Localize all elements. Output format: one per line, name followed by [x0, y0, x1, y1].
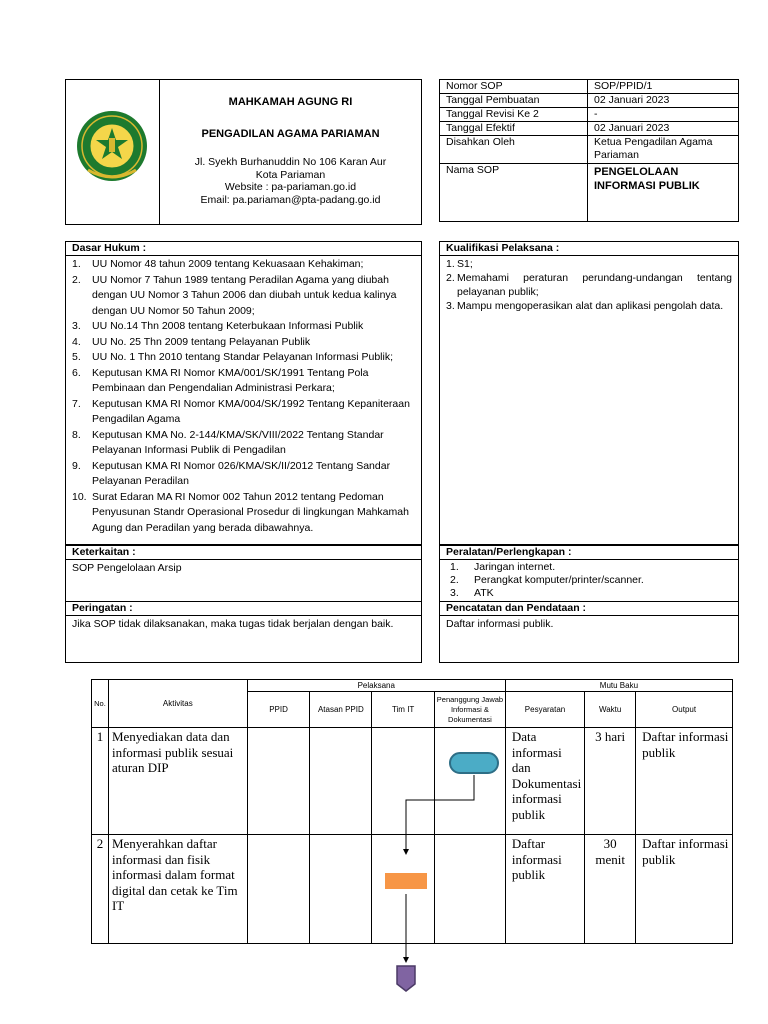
- item-text: UU Nomor 7 Tahun 1989 tentang Peradilan Agama yang diubah dengan UU Nomor 3 Tahun 2006 dan diubah untuk kedua kalinya dengan UU Nomor 50 Tahun 2009;: [92, 273, 397, 317]
- item-text: Jaringan internet.: [474, 561, 556, 573]
- header-waktu: Waktu: [585, 692, 636, 728]
- item-text: Keputusan KMA No. 2-144/KMA/SK/VIII/2022 Tentang Standar Pelayanan Informasi Publik di Pengadilan: [92, 428, 384, 456]
- header-mutu-baku: Mutu Baku: [505, 680, 732, 692]
- pencatatan-text: Daftar informasi publik.: [446, 618, 554, 630]
- row-output: Daftar informasi publik: [636, 728, 733, 835]
- item-number: 9.: [72, 459, 81, 472]
- keterkaitan-title: Keterkaitan :: [66, 546, 421, 560]
- row-number: 2: [92, 835, 109, 944]
- item-number: 3.: [450, 587, 459, 599]
- row-output: Daftar informasi publik: [636, 835, 733, 944]
- effective-date-label: Tanggal Efektif: [440, 122, 588, 136]
- item-text: UU Nomor 48 tahun 2009 tentang Kekuasaan Kehakiman;: [92, 258, 364, 270]
- item-number: 10.: [72, 490, 87, 503]
- header-atasan-ppid: Atasan PPID: [310, 692, 372, 728]
- row-aktivitas: Menyerahkan daftar informasi dan fisik informasi dalam format digital dan cetak ke Tim IT: [108, 835, 247, 944]
- item-number: 2.: [446, 272, 455, 284]
- effective-date-value: 02 Januari 2023: [588, 122, 739, 136]
- connector-line: [406, 775, 474, 852]
- approved-by-label: Disahkan Oleh: [440, 136, 588, 164]
- item-text: S1;: [457, 258, 473, 270]
- court-name: PENGADILAN AGAMA PARIAMAN: [201, 128, 380, 140]
- item-number: 8.: [72, 428, 81, 441]
- header-output: Output: [636, 692, 733, 728]
- row-waktu: 3 hari: [585, 728, 636, 835]
- revision-date-label: Tanggal Revisi Ke 2: [440, 108, 588, 122]
- header-aktivitas: Aktivitas: [108, 680, 247, 728]
- item-number: 3.: [72, 320, 81, 332]
- item-text: UU No. 1 Thn 2010 tentang Standar Pelayanan Informasi Publik;: [92, 351, 393, 363]
- row-persyaratan: Data informasi dan Dokumentasi informasi publik: [505, 728, 584, 835]
- item-number: 2.: [72, 273, 81, 286]
- item-number: 2.: [450, 574, 459, 586]
- created-date-value: 02 Januari 2023: [588, 94, 739, 108]
- header-tim-it: Tim IT: [372, 692, 435, 728]
- header-pelaksana: Pelaksana: [247, 680, 505, 692]
- dasar-hukum-title: Dasar Hukum :: [66, 242, 421, 256]
- website: Website : pa-pariaman.go.id: [224, 181, 357, 193]
- peralatan-title: Peralatan/Perlengkapan :: [440, 546, 738, 560]
- sop-number-label: Nomor SOP: [440, 80, 588, 94]
- header-ppid: PPID: [247, 692, 310, 728]
- header-penanggung-jawab: Penanggung Jawab Informasi & Dokumentasi: [435, 692, 506, 728]
- start-terminator-shape: [450, 753, 498, 773]
- keterkaitan-text: SOP Pengelolaan Arsip: [72, 562, 182, 574]
- item-text: Keputusan KMA RI Nomor KMA/004/SK/1992 Tentang Kepaniteraan Pengadilan Agama: [92, 397, 410, 425]
- item-number: 3.: [446, 300, 455, 312]
- address-line-2: Kota Pariaman: [255, 168, 326, 181]
- item-number: 5.: [72, 351, 81, 363]
- pencatatan-title: Pencatatan dan Pendataan :: [440, 602, 738, 616]
- item-number: 4.: [72, 335, 81, 348]
- item-text: UU No. 25 Thn 2009 tentang Pelayanan Publik: [92, 335, 311, 348]
- header-persyaratan: Pesyaratan: [505, 692, 584, 728]
- approved-by-value: Ketua Pengadilan Agama Pariaman: [588, 136, 739, 164]
- item-number: 1.: [446, 258, 455, 270]
- item-text: Memahami peraturan perundang-undangan tentang pelayanan publik;: [457, 272, 732, 298]
- peringatan-text: Jika SOP tidak dilaksanakan, maka tugas tidak berjalan dengan baik.: [72, 618, 394, 630]
- header-no: No.: [92, 680, 109, 728]
- item-number: 1.: [450, 561, 459, 573]
- item-number: 1.: [72, 258, 81, 270]
- kualifikasi-title: Kualifikasi Pelaksana :: [440, 242, 738, 256]
- item-text: Perangkat komputer/printer/scanner.: [474, 574, 644, 586]
- row-number: 1: [92, 728, 109, 835]
- sop-name-value: PENGELOLAAN INFORMASI PUBLIK: [588, 164, 739, 222]
- address-line-1: Jl. Syekh Burhanuddin No 106 Karan Aur: [194, 156, 387, 168]
- item-text: Surat Edaran MA RI Nomor 002 Tahun 2012 tentang Pedoman Penyusunan Standr Operasional Prosedur di lingkungan Mahkamah Agung dan Peradilan yang berada dibawahnya.: [92, 490, 409, 534]
- item-text: Keputusan KMA RI Nomor KMA/001/SK/1991 Tentang Pola Pembinaan dan Pengendalian Administrasi Perkara;: [92, 366, 369, 394]
- item-text: UU No.14 Thn 2008 tentang Keterbukaan Informasi Publik: [92, 320, 364, 332]
- revision-date-value: -: [588, 108, 739, 122]
- item-number: 6.: [72, 366, 81, 379]
- row-waktu: 30 menit: [585, 835, 636, 944]
- sop-name-label: Nama SOP: [440, 164, 588, 222]
- row-persyaratan: Daftar informasi publik: [505, 835, 584, 944]
- row-aktivitas: Menyediakan data dan informasi publik sesuai aturan DIP: [108, 728, 247, 835]
- sop-number-value: SOP/PPID/1: [588, 80, 739, 94]
- item-text: Mampu mengoperasikan alat dan aplikasi pengolah data.: [457, 300, 724, 312]
- process-shape: [384, 872, 428, 890]
- item-number: 7.: [72, 397, 81, 410]
- email: Email: pa.pariaman@pta-padang.go.id: [200, 193, 381, 206]
- peringatan-title: Peringatan :: [66, 602, 421, 616]
- item-text: Keputusan KMA RI Nomor 026/KMA/SK/II/2012 Tentang Sandar Pelayanan Peradilan: [92, 459, 391, 487]
- item-text: ATK: [474, 587, 494, 599]
- created-date-label: Tanggal Pembuatan: [440, 94, 588, 108]
- institution-name: MAHKAMAH AGUNG RI: [228, 96, 353, 108]
- offpage-connector-shape: [397, 966, 415, 991]
